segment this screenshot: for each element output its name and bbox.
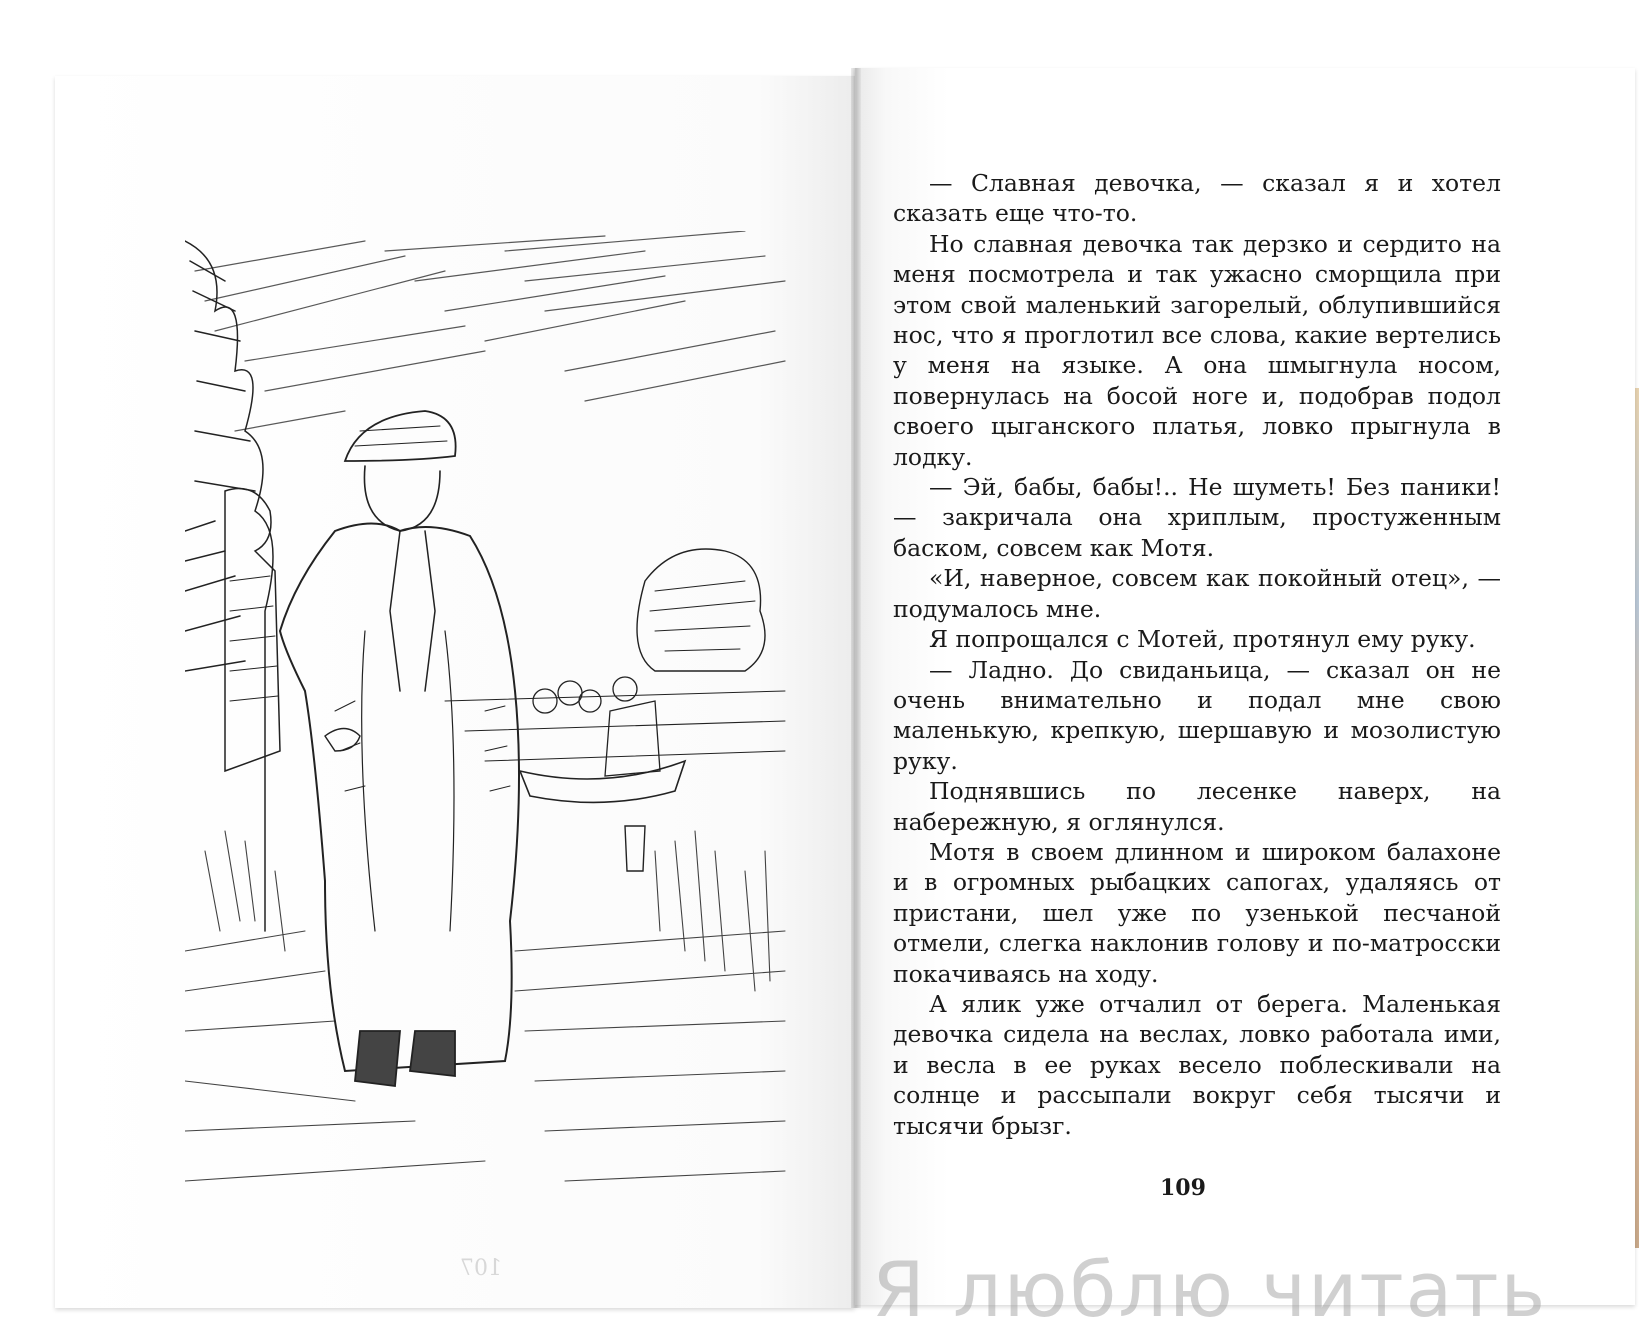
- paragraph: «И, наверное, совсем как покойный отец», — подумалось мне.: [893, 564, 1501, 623]
- paragraph: Поднявшись по лесенке наверх, на набережную, я оглянулся.: [893, 777, 1501, 836]
- paragraph: А ялик уже отчалил от берега. Маленькая девочка сидела на веслах, ловко работала ими, и весла в ее руках весело поблескивали на солнце и рассыпали вокруг себя тысячи и тысячи брызг.: [893, 989, 1501, 1140]
- left-page: [55, 76, 855, 1308]
- watermark: Я люблю читать: [872, 1245, 1548, 1334]
- paragraph: — Славная девочка, — сказал я и хотел сказать еще что-то.: [893, 169, 1501, 228]
- page-number: 109: [1160, 1175, 1206, 1201]
- book-gutter: [851, 68, 861, 1308]
- paragraph: — Ладно. До свиданьица, — сказал он не очень внимательно и подал мне свою маленькую, крепкую, шершавую и мозолистую руку.: [893, 655, 1501, 775]
- paragraph: Мотя в своем длинном и широком балахоне и в огромных рыбацких сапогах, удаляясь от пристани, шел уже по узенькой песчаной отмели, слегка наклонив голову и по-матросски покачиваясь на ходу.: [893, 837, 1501, 988]
- boy-in-coat-illustration: [185, 231, 790, 1221]
- bleed-through-page-number: 107: [460, 1256, 502, 1281]
- page-text: [893, 168, 1501, 1141]
- paragraph: — Эй, бабы, бабы!.. Не шуметь! Без паники! — закричала она хриплым, простуженным баском, совсем как Мотя.: [893, 473, 1501, 562]
- paragraph: Но славная девочка так дерзко и сердито на меня посмотрела и так ужасно сморщила при этом свой маленький загорелый, облупившийся нос, что я проглотил все слова, какие вертелись у меня на языке. А она шмыгнула носом, повернулась на босой ноге и, подобрав подол своего цыганского платья, ловко прыгнула в лодку.: [893, 229, 1501, 471]
- paragraph: Я попрощался с Мотей, протянул ему руку.: [929, 625, 1476, 654]
